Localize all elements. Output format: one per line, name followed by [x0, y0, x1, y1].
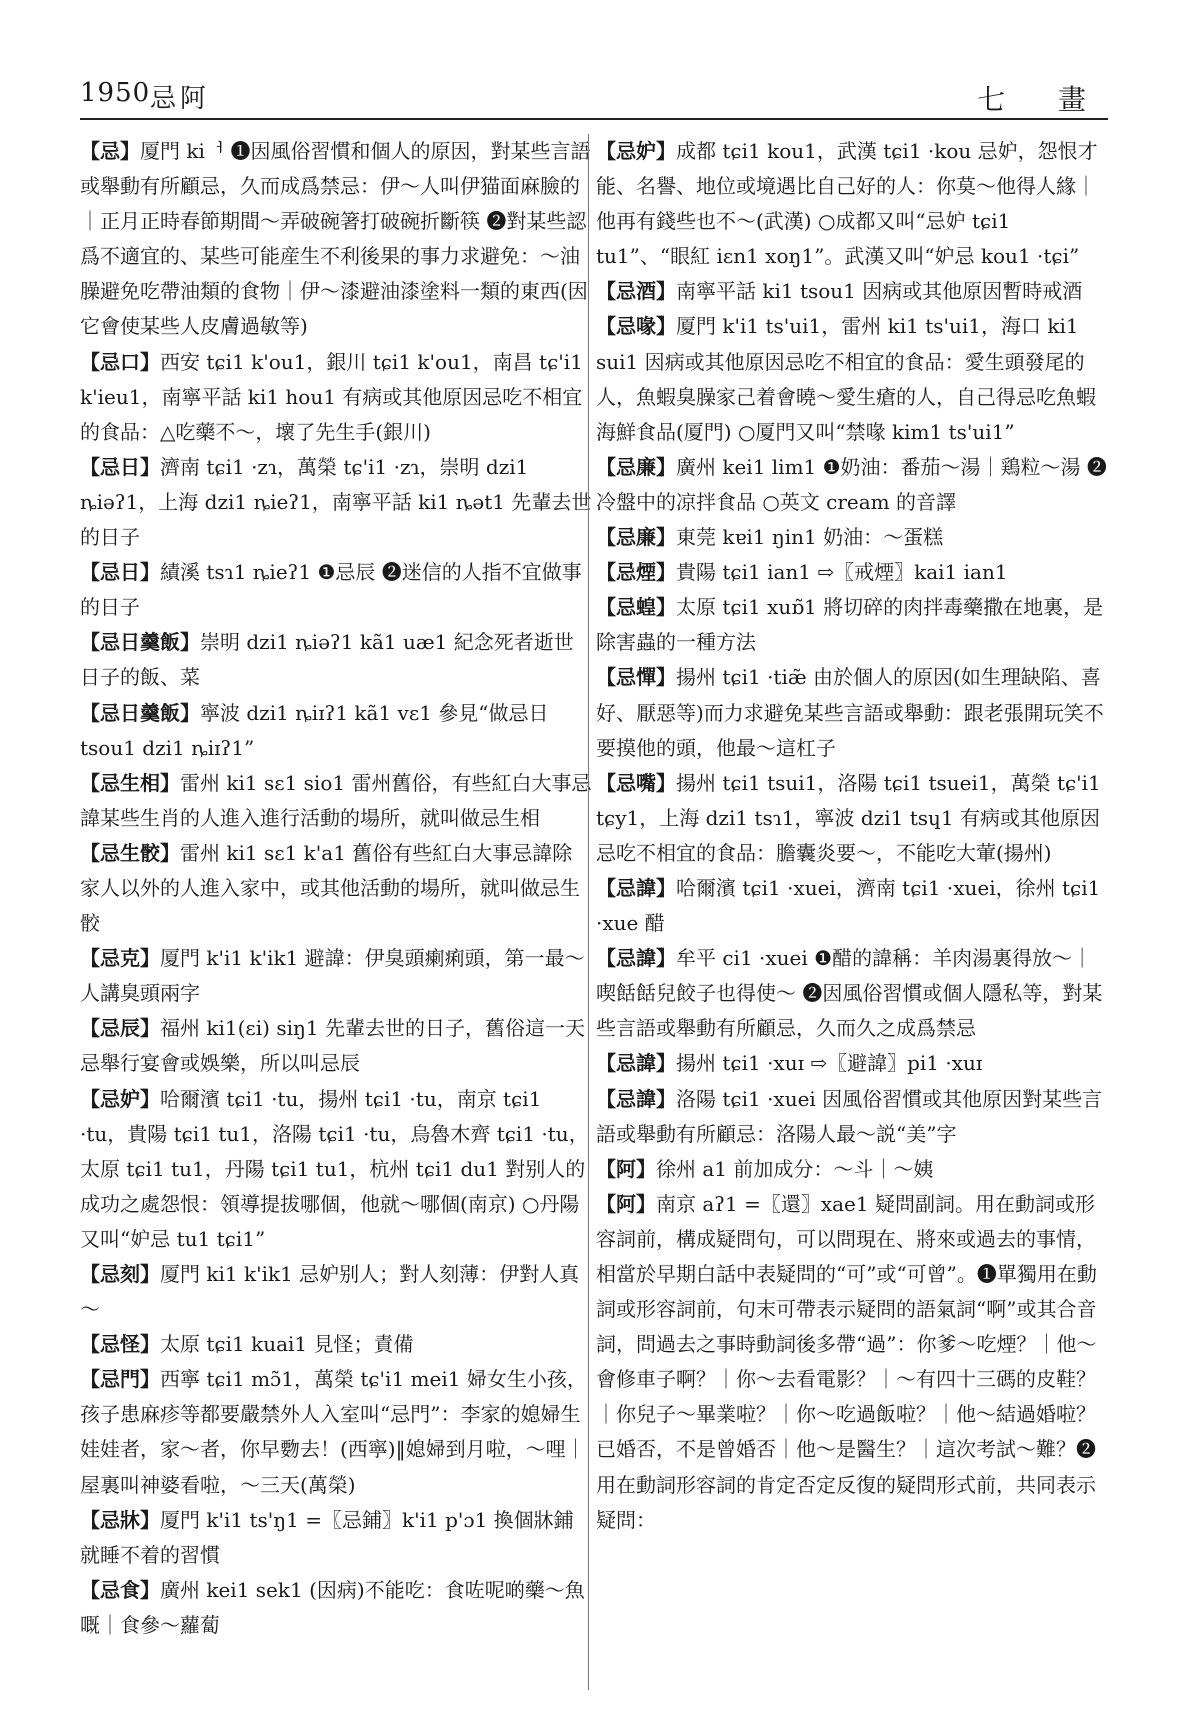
entry-headword: 【忌諱】: [596, 875, 676, 900]
entry-definition: 厦門 kiᅥ ❶因風俗習慣和個人的原因，對某些言語或舉動有所顧忌，久而成爲禁忌：伊～人叫伊猫面麻臉的｜正月正時春節期間～弄破碗箸打破碗折斷筷 ❷對某些認爲不適宜的、某些可能産生不利後果的事力求避免：～油臊避免吃帶油類的食物｜伊～漆避油漆塗料一類的東西(因它會使某些人皮膚過敏等): [80, 139, 591, 339]
entry-definition: 雷州 ki1 sɛ1 k'a1 舊俗有些紅白大事忌諱除家人以外的人進入家中，或其他活動的場所，就叫做忌生骹: [80, 840, 580, 936]
entry-headword: 【忌蝗】: [596, 595, 676, 620]
entry-headword: 【忌日羹飯】: [80, 630, 200, 655]
dictionary-entry: [80, 345, 592, 450]
dictionary-entry: [80, 625, 592, 695]
entry-headword: 【忌日】: [80, 454, 160, 479]
entry-definition: 廣州 kei1 sek1 (因病)不能吃：食咗呢啲藥～魚嘅｜食參～蘿蔔: [80, 1577, 585, 1637]
dictionary-entry: [80, 836, 592, 941]
entry-headword: 【忌食】: [80, 1577, 160, 1602]
dictionary-entry: [596, 1187, 1108, 1538]
dictionary-entry: [80, 1503, 592, 1573]
entry-definition: 徐州 a1 前加成分：～斗｜～姨: [656, 1156, 934, 1181]
dictionary-entry: [80, 1011, 592, 1081]
dictionary-entry: [596, 1046, 1108, 1081]
entry-headword: 【忌諱】: [596, 1051, 676, 1076]
dictionary-entry: [80, 134, 592, 345]
dictionary-entry: [596, 450, 1108, 520]
entry-definition: 西安 tɕi1 k'ou1，銀川 tɕi1 k'ou1，南昌 tɕ'i1 k'ieu1，南寧平話 ki1 hou1 有病或其他原因忌吃不相宜的食品：△吃藥不～，壞了先生手(銀川): [80, 349, 583, 444]
entry-headword: 【忌門】: [80, 1367, 160, 1392]
entry-headword: 【忌辰】: [80, 1016, 160, 1041]
entry-headword: 【忌諱】: [596, 946, 676, 971]
right-column: [596, 134, 1108, 1694]
dictionary-entry: [80, 941, 592, 1011]
column-divider: [588, 134, 589, 1690]
dictionary-entry: [596, 871, 1108, 941]
entry-definition: 揚州 tɕi1 ·tiæ̃ 由於個人的原因(如生理缺陷、喜好、厭惡等)而力求避免某些言語或舉動：跟老張開玩笑不要摸他的頭，他最～這杠子: [596, 665, 1104, 760]
entry-definition: 崇明 dzi1 ȵiəʔ1 kã1 uæ1 紀念死者逝世日子的飯、菜: [80, 630, 574, 690]
header-rule: [80, 118, 1108, 120]
entry-headword: 【忌憚】: [596, 665, 676, 690]
entry-definition: 揚州 tɕi1 ·xuɪ ⇨〖避諱〗pi1 ·xuɪ: [676, 1051, 983, 1076]
dictionary-entry: [80, 1257, 592, 1327]
entry-headword: 【忌喙】: [596, 314, 676, 339]
dictionary-entry: [80, 1573, 592, 1643]
entry-definition: 寧波 dzi1 ȵiɪʔ1 kã1 vɛ1 參見“做忌日 tsou1 dzi1 ȵiɪʔ1”: [80, 700, 549, 760]
entry-headword: 【忌】: [80, 139, 140, 163]
entry-definition: 厦門 ki1 k'ik1 忌妒别人；對人刻薄：伊對人真～: [80, 1262, 580, 1322]
dictionary-entry: [596, 274, 1108, 309]
entry-definition: 雷州 ki1 sɛ1 sio1 雷州舊俗，有些紅白大事忌諱某些生肖的人進入進行活動的場所，就叫做忌生相: [80, 770, 592, 830]
entry-headword: 【忌妒】: [80, 1086, 160, 1111]
entry-definition: 哈爾濱 tɕi1 ·xuei，濟南 tɕi1 ·xuei，徐州 tɕi1 ·xue 醋: [596, 875, 1101, 936]
entry-definition: 南寧平話 ki1 tsou1 因病或其他原因暫時戒酒: [676, 279, 1083, 304]
entry-headword: 【忌刻】: [80, 1262, 160, 1286]
dictionary-entry: [596, 941, 1108, 1046]
entry-headword: 【忌酒】: [596, 279, 676, 304]
entry-headword: 【阿】: [596, 1156, 656, 1181]
entry-definition: 成都 tɕi1 kou1，武漢 tɕi1 ·kou 忌妒，怨恨才能、名譽、地位或境遇比自己好的人：你莫～他得人緣｜他再有錢些也不～(武漢) ○成都又叫“忌妒 tɕi1 tu1”、“眼紅 iɛn1 xoŋ1”。武漢又叫“妒忌 kou1 ·tɕi”: [596, 139, 1098, 269]
dictionary-entry: [80, 1362, 592, 1502]
dictionary-entry: [80, 450, 592, 555]
dictionary-entry: [596, 766, 1108, 871]
entry-headword: 【忌克】: [80, 946, 160, 971]
entry-headword: 【忌牀】: [80, 1507, 160, 1532]
page-header: [80, 78, 1108, 118]
entry-definition: 揚州 tɕi1 tsui1，洛陽 tɕi1 tsuei1，萬榮 tɕ'i1 tɕy1，上海 dzi1 tsɿ1，寧波 dzi1 tsɥ1 有病或其他原因忌吃不相宜的食品：膽囊炎要～，不能吃大葷(揚州): [596, 770, 1101, 865]
entry-headword: 【忌廉】: [596, 525, 676, 550]
entry-headword: 【忌怪】: [80, 1332, 160, 1357]
entry-headword: 【忌口】: [80, 349, 160, 374]
entry-definition: 太原 tɕi1 kuai1 見怪；責備: [160, 1332, 414, 1357]
dictionary-entry: [80, 1327, 592, 1362]
dictionary-entry: [596, 1082, 1108, 1152]
entry-headword: 【阿】: [596, 1191, 656, 1216]
entry-headword: 【忌日】: [80, 560, 160, 585]
entry-definition: 太原 tɕi1 xuɒ̃1 將切碎的肉拌毒藥撒在地裏，是除害蟲的一種方法: [596, 595, 1104, 655]
entry-definition: 貴陽 tɕi1 ian1 ⇨〖戒煙〗kai1 ian1: [676, 560, 1008, 585]
dictionary-entry: [596, 520, 1108, 555]
entry-definition: 厦門 k'i1 k'ik1 避諱：伊臭頭瘌痢頭，第一最～人講臭頭兩字: [80, 946, 585, 1006]
entry-definition: 濟南 tɕi1 ·zɿ，萬榮 tɕ'i1 ·zɿ，崇明 dzi1 ȵiəʔ1，上海 dzi1 ȵieʔ1，南寧平話 ki1 ȵət1 先輩去世的日子: [80, 454, 592, 550]
entry-headword: 【忌生骹】: [80, 840, 180, 865]
entry-definition: 牟平 ci1 ·xuei ❶醋的諱稱：羊肉湯裏得放～｜喫餂餂兒餃子也得使～ ❷因風俗習慣或個人隱私等，對某些言語或舉動有所顧忌，久而久之成爲禁忌: [596, 946, 1103, 1041]
dictionary-entry: [80, 696, 592, 766]
dictionary-entry: [596, 134, 1108, 274]
entry-definition: 厦門 k'i1 ts'ŋ1 =〖忌鋪〗k'i1 p'ɔ1 換個牀鋪就睡不着的習慣: [80, 1507, 574, 1567]
entry-definition: 福州 ki1(ɛi) siŋ1 先輩去世的日子，舊俗這一天忌舉行宴會或娛樂，所以叫忌辰: [80, 1016, 585, 1076]
dictionary-entry: [596, 1152, 1108, 1187]
dictionary-entry: [596, 309, 1108, 449]
dictionary-entry: [596, 660, 1108, 765]
entry-headword: 【忌諱】: [596, 1086, 676, 1111]
entry-headword: 【忌生相】: [80, 770, 180, 795]
entry-headword: 【忌妒】: [596, 139, 676, 163]
entry-headword: 【忌嘴】: [596, 770, 676, 795]
entry-headword: 【忌煙】: [596, 560, 676, 585]
dictionary-entry: [80, 555, 592, 625]
entry-definition: 東莞 kɐi1 ŋin1 奶油：～蛋糕: [676, 525, 944, 550]
entry-definition: 廣州 kei1 lim1 ❶奶油：番茄～湯｜鶏粒～湯 ❷冷盤中的凉拌食品 ○英文 cream 的音譯: [596, 454, 1107, 514]
dictionary-entry: [596, 555, 1108, 590]
entry-headword: 【忌日羹飯】: [80, 700, 200, 725]
dictionary-entry: [80, 766, 592, 836]
running-title: 忌阿: [150, 84, 211, 114]
section-label: 七 畫: [977, 83, 1108, 116]
entry-definition: 績溪 tsɿ1 ȵieʔ1 ❶忌辰 ❷迷信的人指不宜做事的日子: [80, 560, 582, 620]
entry-definition: 厦門 k'i1 ts'ui1，雷州 ki1 ts'ui1，海口 ki1 sui1 因病或其他原因忌吃不相宜的食品：愛生頭發尾的人，魚蝦臭臊家己着會曉～愛生瘡的人，自己得忌吃魚蝦海鮮食品(厦門) ○厦門又叫“禁喙 kim1 ts'ui1”: [596, 314, 1096, 444]
entry-definition: 洛陽 tɕi1 ·xuei 因風俗習慣或其他原因對某些言語或舉動有所顧忌：洛陽人最～説“美”字: [596, 1086, 1103, 1146]
dictionary-entry: [596, 590, 1108, 660]
entry-definition: 哈爾濱 tɕi1 ·tu，揚州 tɕi1 ·tu，南京 tɕi1 ·tu，貴陽 tɕi1 tu1，洛陽 tɕi1 ·tu，烏魯木齊 tɕi1 ·tu，太原 tɕi1 tu1，丹陽 tɕi1 tu1，杭州 tɕi1 du1 對别人的成功之處怨恨：領導提拔哪個，他就～哪個(南京) ○丹陽又叫“妒忌 tu1 tɕi1”: [80, 1086, 589, 1251]
left-column: [80, 134, 592, 1694]
entry-definition: 西寧 tɕi1 mɔ̃1，萬榮 tɕ'i1 mei1 婦女生小孩，孩子患麻疹等都要嚴禁外人入室叫“忌門”：李家的媳婦生娃娃者，家～者，你早覅去！(西寧)‖媳婦到月啦，～哩｜屋裏叫神婆看啦，～三天(萬榮): [80, 1367, 587, 1497]
entry-headword: 【忌廉】: [596, 454, 676, 479]
entry-definition: 南京 aʔ1 =〖還〗xae1 疑問副詞。用在動詞或形容詞前，構成疑問句，可以問現在、將來或過去的事情，相當於早期白話中表疑問的“可”或“可曾”。❶單獨用在動詞或形容詞前，句末可帶表示疑問的語氣詞“啊”或其合音詞，問過去之事時動詞後多帶“過”：你爹～吃煙？｜他～會修車子啊？｜你～去看電影？｜～有四十三碼的皮鞋？｜你兒子～畢業啦？｜你～吃過飯啦？｜他～結過婚啦？已婚否，不是曾婚否｜他～是醫生？｜這次考試～難？❷用在動詞形容詞的肯定否定反復的疑問形式前，共同表示疑問：: [596, 1191, 1097, 1532]
dictionary-entry: [80, 1082, 592, 1257]
page-number: 1950: [80, 78, 151, 108]
